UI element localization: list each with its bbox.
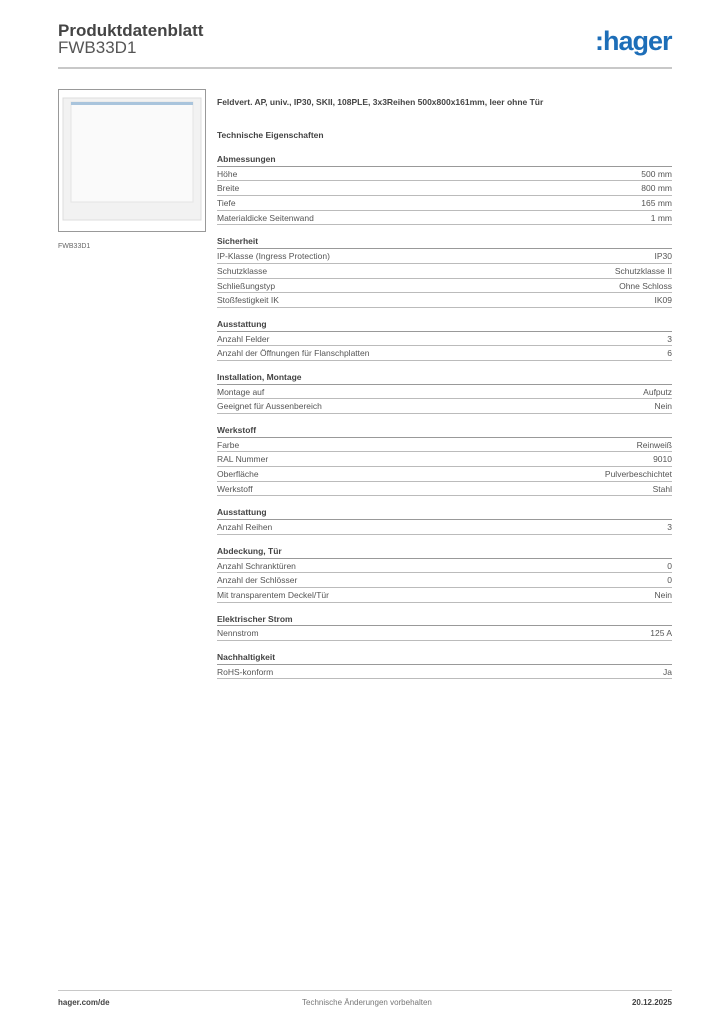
spec-section <box>217 505 672 534</box>
spec-label: Anzahl Schranktüren <box>217 560 296 571</box>
spec-value: Reinweiß <box>636 439 672 450</box>
footer-date: 20.12.2025 <box>631 998 672 1007</box>
section-title: Nachhaltigkeit <box>217 650 672 665</box>
spec-row <box>217 467 672 482</box>
footer-website[interactable]: hager.com/de <box>58 998 110 1007</box>
footer-divider <box>58 990 672 991</box>
spec-section <box>217 650 672 679</box>
spec-row <box>217 293 672 308</box>
spec-row <box>217 211 672 226</box>
footer-disclaimer: Technische Änderungen vorbehalten <box>302 998 432 1007</box>
spec-row <box>217 482 672 497</box>
spec-row <box>217 264 672 279</box>
spec-row <box>217 385 672 400</box>
header-divider <box>58 67 672 69</box>
spec-label: Schutzklasse <box>217 265 268 276</box>
spec-value: Nein <box>654 401 672 412</box>
spec-value: Stahl <box>652 483 672 494</box>
section-title: Ausstattung <box>217 505 672 520</box>
spec-row <box>217 588 672 603</box>
product-description: Feldvert. AP, univ., IP30, SKII, 108PLE, 3x3Reihen 500x800x161mm, leer ohne Tür <box>217 97 544 107</box>
spec-label: Werkstoff <box>217 483 253 494</box>
section-title: Abmessungen <box>217 152 672 167</box>
spec-label: IP-Klasse (Ingress Protection) <box>217 251 330 262</box>
spec-value: 6 <box>667 348 672 359</box>
section-title: Elektrischer Strom <box>217 612 672 627</box>
hager-logo: :hager <box>595 26 672 56</box>
spec-label: Farbe <box>217 439 240 450</box>
spec-row <box>217 346 672 361</box>
spec-label: Anzahl Felder <box>217 333 270 344</box>
spec-section <box>217 152 672 225</box>
spec-value: Ja <box>663 666 672 677</box>
product-specs <box>217 96 672 688</box>
spec-row <box>217 438 672 453</box>
spec-label: Nennstrom <box>217 628 259 639</box>
spec-section <box>217 423 672 496</box>
section-title: Werkstoff <box>217 423 672 438</box>
spec-row <box>217 196 672 211</box>
spec-row <box>217 279 672 294</box>
spec-label: Breite <box>217 183 240 194</box>
image-caption: FWB33D1 <box>58 243 91 250</box>
spec-section <box>217 317 672 361</box>
spec-value: 800 mm <box>641 183 672 194</box>
product-image <box>58 89 206 232</box>
spec-value: 1 mm <box>650 212 672 223</box>
spec-value: 125 A <box>650 628 672 639</box>
spec-row <box>217 167 672 182</box>
spec-label: RAL Nummer <box>217 454 269 465</box>
spec-section <box>217 370 672 414</box>
product-code: FWB33D1 <box>58 38 137 57</box>
section-title: Sicherheit <box>217 234 672 249</box>
spec-label: Tiefe <box>217 198 236 209</box>
spec-row <box>217 665 672 680</box>
spec-label: Anzahl der Schlösser <box>217 575 298 586</box>
spec-value: Schutzklasse II <box>614 265 672 276</box>
page-title: Produktdatenblatt <box>58 21 204 40</box>
spec-row <box>217 452 672 467</box>
spec-value: 3 <box>667 522 672 533</box>
section-title: Abdeckung, Tür <box>217 544 672 559</box>
spec-label: Montage auf <box>217 386 265 397</box>
spec-section <box>217 234 672 307</box>
spec-label: Oberfläche <box>217 469 259 480</box>
spec-label: RoHS-konform <box>217 666 274 677</box>
spec-label: Anzahl Reihen <box>217 522 273 533</box>
spec-value: IK09 <box>654 295 672 306</box>
spec-label: Schließungstyp <box>217 280 276 291</box>
spec-row <box>217 399 672 414</box>
spec-label: Geeignet für Aussenbereich <box>217 401 322 412</box>
spec-row <box>217 332 672 347</box>
spec-label: Materialdicke Seitenwand <box>217 212 314 223</box>
spec-value: IP30 <box>654 251 672 262</box>
spec-row <box>217 626 672 641</box>
section-title: Ausstattung <box>217 317 672 332</box>
spec-label: Höhe <box>217 168 238 179</box>
spec-row <box>217 559 672 574</box>
spec-row <box>217 573 672 588</box>
spec-value: Ohne Schloss <box>619 280 672 291</box>
spec-value: 9010 <box>653 454 672 465</box>
spec-value: Pulverbeschichtet <box>604 469 672 480</box>
spec-row <box>217 520 672 535</box>
spec-label: Anzahl der Öffnungen für Flanschplatten <box>217 348 370 359</box>
tech-properties-title: Technische Eigenschaften <box>217 130 324 140</box>
spec-value: 500 mm <box>641 168 672 179</box>
spec-value: Aufputz <box>643 386 672 397</box>
section-title: Installation, Montage <box>217 370 672 385</box>
spec-value: 0 <box>667 560 672 571</box>
spec-value: 165 mm <box>641 198 672 209</box>
spec-label: Mit transparentem Deckel/Tür <box>217 589 329 600</box>
spec-row <box>217 249 672 264</box>
spec-section <box>217 612 672 641</box>
spec-value: Nein <box>654 589 672 600</box>
spec-value: 0 <box>667 575 672 586</box>
spec-row <box>217 181 672 196</box>
spec-section <box>217 544 672 603</box>
spec-value: 3 <box>667 333 672 344</box>
spec-label: Stoßfestigkeit IK <box>217 295 279 306</box>
